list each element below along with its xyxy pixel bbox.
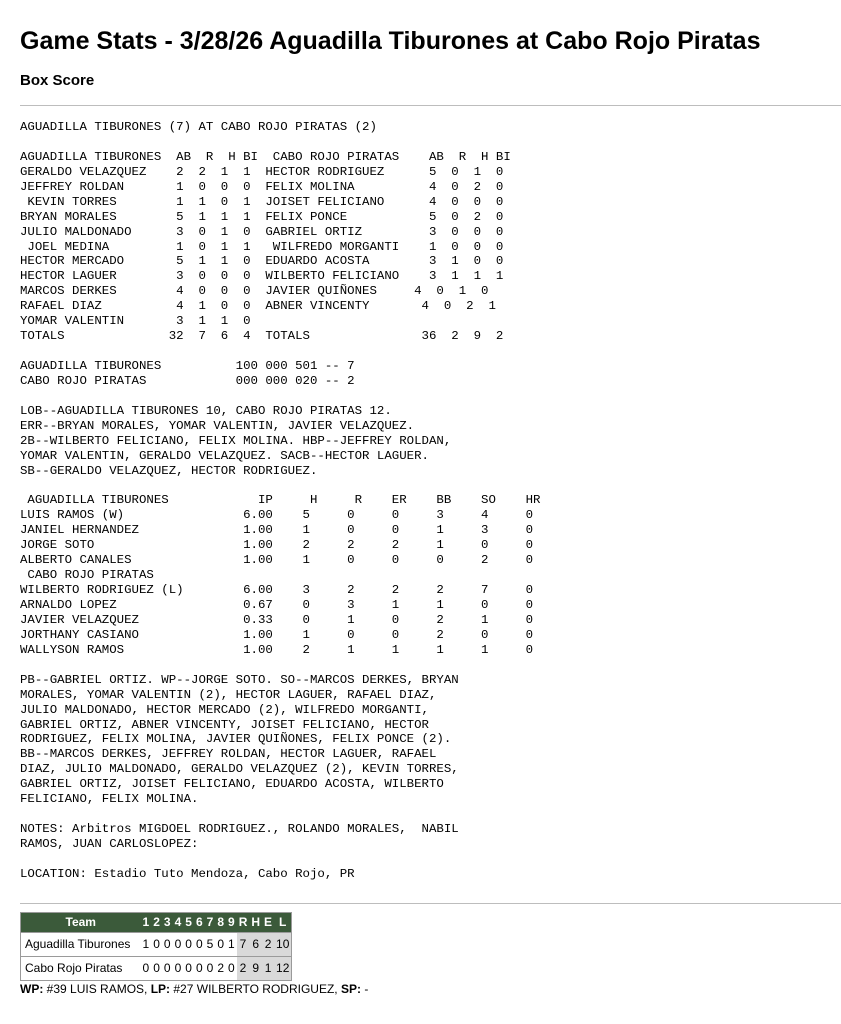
inning-cell: 0 <box>215 932 226 956</box>
inning-cell: 0 <box>194 956 205 980</box>
inning-cell: 0 <box>183 956 194 980</box>
header-inning-7: 7 <box>205 912 216 932</box>
lp-value: #27 WILBERTO RODRIGUEZ, <box>170 981 341 996</box>
wp-value: #39 LUIS RAMOS, <box>43 981 151 996</box>
inning-cell: 2 <box>215 956 226 980</box>
header-hits: H <box>249 912 262 932</box>
linescore-table <box>20 912 292 981</box>
header-inning-3: 3 <box>162 912 173 932</box>
header-inning-5: 5 <box>183 912 194 932</box>
header-errors: E <box>262 912 274 932</box>
inning-cell: 0 <box>141 956 152 980</box>
pitcher-decisions <box>20 982 841 996</box>
inning-cell: 0 <box>226 956 237 980</box>
header-inning-2: 2 <box>151 912 162 932</box>
inning-cell: 0 <box>173 932 184 956</box>
inning-cell: 0 <box>205 956 216 980</box>
team-name: Cabo Rojo Piratas <box>21 956 141 980</box>
runs-cell: 7 <box>237 932 250 956</box>
inning-cell: 5 <box>205 932 216 956</box>
errors-cell: 2 <box>262 932 274 956</box>
header-inning-4: 4 <box>173 912 184 932</box>
table-row <box>21 932 292 956</box>
inning-cell: 0 <box>183 932 194 956</box>
lp-label: LP: <box>150 981 171 996</box>
header-inning-6: 6 <box>194 912 205 932</box>
header-team: Team <box>21 912 141 932</box>
runs-cell: 2 <box>237 956 250 980</box>
sp-value: - <box>361 981 369 996</box>
inning-cell: 0 <box>162 932 173 956</box>
box-score-text: AGUADILLA TIBURONES (7) AT CABO ROJO PIRATAS (2) AGUADILLA TIBURONES AB R H BI CABO ROJO PIRATAS AB R H BI GERALDO VELAZQUEZ 2 2 1 1 HECTOR RODRIGUEZ 5 0 1 0 JEFFREY ROLDAN 1 0 0 0 FELIX MOLINA 4 0 2 0 KEVIN TORRES 1 1 0 1 JOISET FELICIANO 4 0 0 0 BRYAN MORALES 5 1 1 1 FELIX PONCE 5 0 2 0 JULIO MALDONADO 3 0 1 0 GABRIEL ORTIZ 3 0 0 0 JOEL MEDINA 1 0 1 1 WILFREDO MORGANTI 1 0 0 0 HECTOR MERCADO 5 1 1 0 EDUARDO ACOSTA 3 1 0 0 HECTOR LAGUER 3 0 0 0 WILBERTO FELICIANO 3 1 1 1 MARCOS DERKES 4 0 0 0 JAVIER QUIÑONES 4 0 1 0 RAFAEL DIAZ 4 1 0 0 ABNER VINCENTY 4 0 2 1 YOMAR VALENTIN 3 1 1 0 TOTALS 32 7 6 4 TOTALS 36 2 9 2 AGUADILLA TIBURONES 100 000 501 -- 7 CABO ROJO PIRATAS 000 000 020 -- 2 LOB--AGUADILLA TIBURONES 10, CABO ROJO PIRATAS 12. ERR--BRYAN MORALES, YOMAR VALENTIN, JAVIER VELAZQUEZ. 2B--WILBERTO FELICIANO, FELIX MOLINA. HBP--JEFFREY ROLDAN, YOMAR VALENTIN, GERALDO VELAZQUEZ. SACB--HECTOR LAGUER. SB--GERALDO VELAZQUEZ, HECTOR RODRIGUEZ. AGUADILLA TIBURONES IP H R ER BB SO HR LUIS RAMOS (W) 6.00 5 0 0 3 4 0 JANIEL HERNANDEZ 1.00 1 0 0 1 3 0 JORGE SOTO 1.00 2 2 2 1 0 0 ALBERTO CANALES 1.00 1 0 0 0 2 0 CABO ROJO PIRATAS WILBERTO RODRIGUEZ (L) 6.00 3 2 2 2 7 0 ARNALDO LOPEZ 0.67 0 3 1 1 0 0 JAVIER VELAZQUEZ 0.33 0 1 0 2 1 0 JORTHANY CASIANO 1.00 1 0 0 2 0 0 WALLYSON RAMOS 1.00 2 1 1 1 1 0 PB--GABRIEL ORTIZ. WP--JORGE SOTO. SO--MARCOS DERKES, BRYAN MORALES, YOMAR VALENTIN (2), HECTOR LAGUER, RAFAEL DIAZ, JULIO MALDONADO, HECTOR MERCADO (2), WILFREDO MORGANTI, GABRIEL ORTIZ, ABNER VINCENTY, JOISET FELICIANO, HECTOR RODRIGUEZ, FELIX MOLINA, JAVIER QUIÑONES, FELIX PONCE (2). BB--MARCOS DERKES, JEFFREY ROLDAN, HECTOR LAGUER, RAFAEL DIAZ, JULIO MALDONADO, GERALDO VELAZQUEZ (2), KEVIN TORRES, GABRIEL ORTIZ, JOISET FELICIANO, EDUARDO ACOSTA, WILBERTO FELICIANO, FELIX MOLINA. NOTES: Arbitros MIGDOEL RODRIGUEZ., ROLANDO MORALES, NABIL RAMOS, JUAN CARLOSLOPEZ: LOCATION: Estadio Tuto Mendoza, Cabo Rojo, PR <box>20 120 541 881</box>
inning-cell: 0 <box>173 956 184 980</box>
linescore-header-row <box>21 912 292 932</box>
sp-label: SP: <box>340 981 361 996</box>
header-inning-1: 1 <box>141 912 152 932</box>
hits-cell: 9 <box>249 956 262 980</box>
header-runs: R <box>237 912 250 932</box>
inning-cell: 0 <box>194 932 205 956</box>
wp-label: WP: <box>20 981 44 996</box>
inning-cell: 0 <box>151 956 162 980</box>
divider-top <box>20 105 841 106</box>
header-inning-9: 9 <box>226 912 237 932</box>
inning-cell: 1 <box>141 932 152 956</box>
table-row <box>21 956 292 980</box>
lob-cell: 10 <box>274 932 292 956</box>
team-name: Aguadilla Tiburones <box>21 932 141 956</box>
section-title: Box Score <box>20 72 95 89</box>
header-lob: L <box>274 912 292 932</box>
inning-cell: 0 <box>151 932 162 956</box>
header-inning-8: 8 <box>215 912 226 932</box>
inning-cell: 0 <box>162 956 173 980</box>
errors-cell: 1 <box>262 956 274 980</box>
lob-cell: 12 <box>274 956 292 980</box>
divider-bottom <box>20 903 841 904</box>
page-title: Game Stats - 3/28/26 Aguadilla Tiburones at Cabo Rojo Piratas <box>20 27 761 55</box>
inning-cell: 1 <box>226 932 237 956</box>
hits-cell: 6 <box>249 932 262 956</box>
